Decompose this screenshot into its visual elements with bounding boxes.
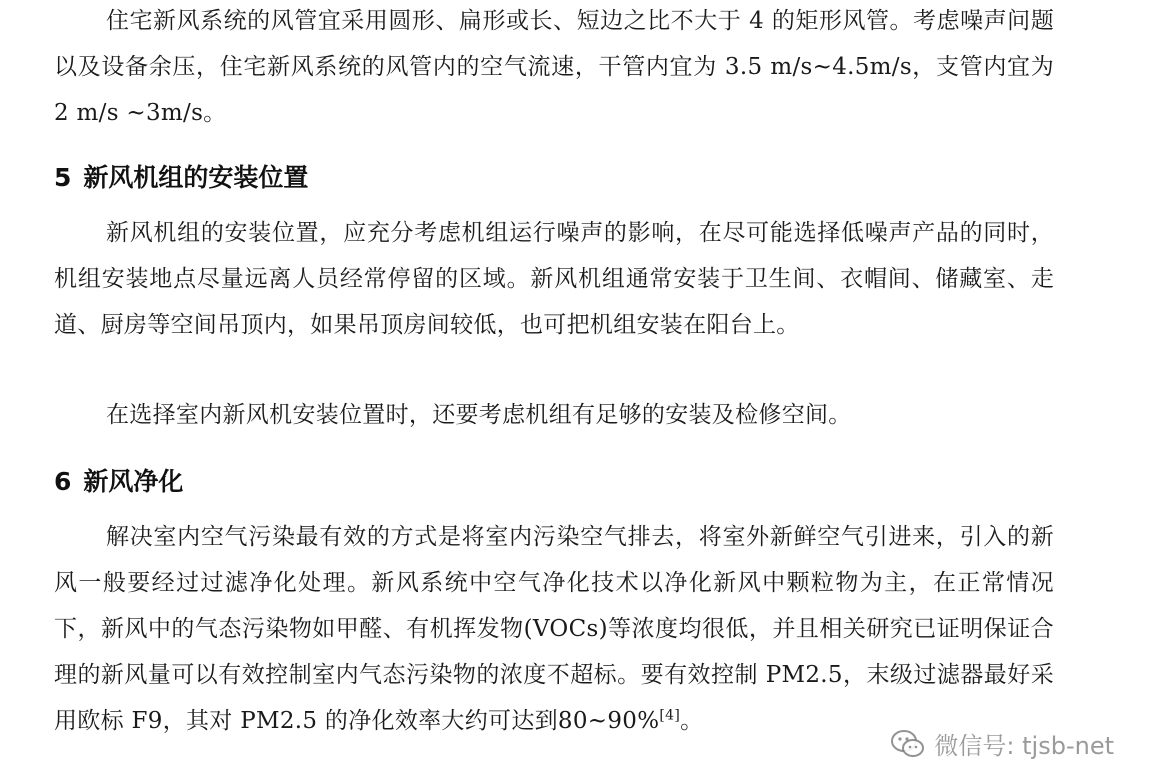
paragraph-maintenance-space: 在选择室内新风机安装位置时，还要考虑机组有足够的安装及检修空间。 bbox=[106, 402, 852, 428]
watermark-text: 微信号: tjsb-net bbox=[934, 732, 1114, 760]
section-heading-5 bbox=[54, 162, 308, 194]
paragraph-text: 解决室内空气污染最有效的方式是将室内污染空气排去，将室外新鲜空气引进来，引入的新风一般要经过过滤净化处理。新风系统中空气净化技术以净化新风中颗粒物为主，在正常情况下，新风中的气态污染物如甲醛、有机挥发物(VOCs)等浓度均很低，并且相关研究已证明保证合理的新风量可以有效控制室内气态污染物的浓度不超标。要有效控制 PM2.5，末级过滤器最好采用欧标 F9，其对 PM2.5 的净化效率大约可达到80~90% bbox=[54, 524, 1054, 734]
section-title: 新风机组的安装位置 bbox=[83, 163, 309, 192]
section-number: 6 bbox=[54, 467, 72, 496]
paragraph-purification bbox=[54, 514, 1054, 744]
paragraph-end: 。 bbox=[680, 708, 704, 734]
section-title: 新风净化 bbox=[83, 467, 184, 496]
citation-reference: [4] bbox=[659, 707, 681, 724]
paragraph-duct-design: 住宅新风系统的风管宜采用圆形、扁形或长、短边之比不大于 4 的矩形风管。考虑噪声问题以及设备余压，住宅新风系统的风管内的空气流速，干管内宜为 3.5 m/s~4.5m/s，支管内宜为 2 m/s ~3m/s。 bbox=[54, 8, 1054, 126]
section-heading-6 bbox=[54, 466, 183, 498]
paragraph-unit-location: 新风机组的安装位置，应充分考虑机组运行噪声的影响，在尽可能选择低噪声产品的同时，机组安装地点尽量远离人员经常停留的区域。新风机组通常安装于卫生间、衣帽间、储藏室、走道、厨房等空间吊顶内，如果吊顶房间较低，也可把机组安装在阳台上。 bbox=[54, 220, 1054, 338]
wechat-watermark bbox=[886, 724, 1118, 763]
section-number: 5 bbox=[54, 163, 72, 192]
wechat-icon bbox=[890, 729, 926, 759]
